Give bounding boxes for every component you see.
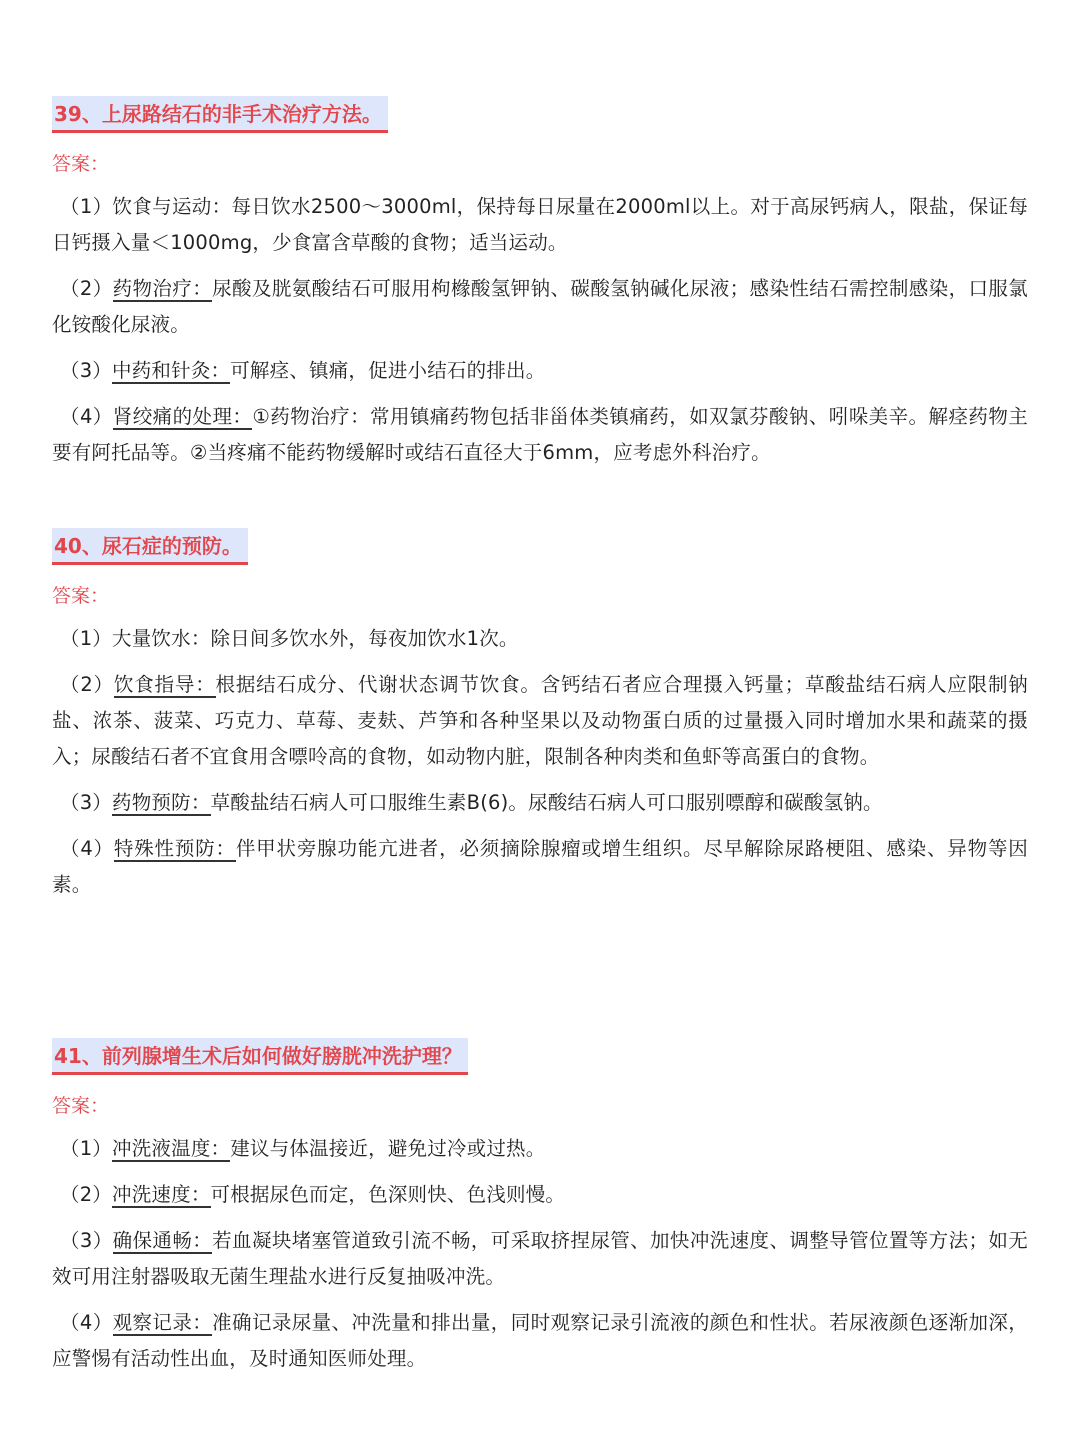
item-keyword: 肾绞痛的处理：: [112, 405, 253, 428]
item-keyword: 冲洗液温度：: [112, 1137, 231, 1160]
item-keyword: 特殊性预防：: [113, 837, 236, 860]
item-text: 大量饮水：除日间多饮水外，每夜加饮水1次。: [112, 627, 519, 650]
item-number: （3）: [60, 791, 113, 814]
answer-item: [52, 831, 1028, 903]
item-number: （1）: [60, 1137, 113, 1160]
item-number: （3）: [60, 359, 113, 382]
answer-item: [52, 353, 1028, 389]
item-text: 草酸盐结石病人可口服维生素B(6)。尿酸结石病人可口服别嘌醇和碳酸氢钠。: [210, 791, 883, 814]
answer-item: [52, 1305, 1028, 1377]
answer-item: [52, 189, 1028, 261]
answer-item: [52, 1177, 1028, 1213]
answer-item: [52, 1131, 1028, 1167]
item-text: 饮食与运动：每日饮水2500～3000ml，保持每日尿量在2000ml以上。对于高尿钙病人，限盐，保证每日钙摄入量＜1000mg，少食富含草酸的食物；适当运动。: [52, 195, 1028, 254]
question-section-39: [52, 96, 1028, 471]
item-text: 尿酸及胱氨酸结石可服用枸橼酸氢钾钠、碳酸氢钠碱化尿液；感染性结石需控制感染，口服氯化铵酸化尿液。: [52, 277, 1028, 336]
item-number: （3）: [60, 1229, 113, 1252]
item-keyword: 药物预防：: [112, 791, 211, 814]
item-text: 建议与体温接近，避免过冷或过热。: [230, 1137, 546, 1160]
item-keyword: 中药和针灸：: [112, 359, 231, 382]
answer-item: [52, 667, 1028, 775]
item-number: （4）: [60, 837, 114, 860]
answer-label: 答案：: [52, 585, 110, 607]
item-number: （1）: [60, 627, 113, 650]
item-text: 若血凝块堵塞管道致引流不畅，可采取挤捏尿管、加快冲洗速度、调整导管位置等方法；如无效可用注射器吸取无菌生理盐水进行反复抽吸冲洗。: [52, 1229, 1028, 1288]
question-title: 39、上尿路结石的非手术治疗方法。: [52, 96, 388, 133]
answer-item: [52, 621, 1028, 657]
answer-item: [52, 399, 1028, 471]
answer-item: [52, 271, 1028, 343]
item-number: （2）: [60, 673, 114, 696]
item-number: （4）: [60, 405, 113, 428]
item-number: （2）: [60, 1183, 113, 1206]
item-keyword: 药物治疗：: [112, 277, 213, 300]
item-text: ①药物治疗：常用镇痛药物包括非甾体类镇痛药，如双氯芬酸钠、吲哚美辛。解痉药物主要有阿托品等。②当疼痛不能药物缓解时或结石直径大于6mm，应考虑外科治疗。: [52, 405, 1028, 464]
item-keyword: 冲洗速度：: [112, 1183, 211, 1206]
item-text: 可解痉、镇痛，促进小结石的排出。: [230, 359, 546, 382]
answer-label: 答案：: [52, 153, 110, 175]
question-section-40: [52, 528, 1028, 903]
item-text: 伴甲状旁腺功能亢进者，必须摘除腺瘤或增生组织。尽早解除尿路梗阻、感染、异物等因素。: [52, 837, 1028, 896]
item-keyword: 饮食指导：: [113, 673, 216, 696]
item-text: 可根据尿色而定，色深则快、色浅则慢。: [210, 1183, 566, 1206]
answer-item: [52, 1223, 1028, 1295]
item-keyword: 观察记录：: [112, 1311, 213, 1334]
item-text: 根据结石成分、代谢状态调节饮食。含钙结石者应合理摄入钙量；草酸盐结石病人应限制钠盐、浓茶、菠菜、巧克力、草莓、麦麸、芦笋和各种坚果以及动物蛋白质的过量摄入同时增加水果和蔬菜的摄入；尿酸结石者不宜食用含嘌呤高的食物，如动物内脏，限制各种肉类和鱼虾等高蛋白的食物。: [52, 673, 1028, 768]
answer-label: 答案：: [52, 1095, 110, 1117]
question-title: 41、前列腺增生术后如何做好膀胱冲洗护理？: [52, 1038, 468, 1075]
item-text: 准确记录尿量、冲洗量和排出量，同时观察记录引流液的颜色和性状。若尿液颜色逐渐加深，应警惕有活动性出血，及时通知医师处理。: [52, 1311, 1028, 1370]
answer-item: [52, 785, 1028, 821]
item-number: （2）: [60, 277, 113, 300]
item-keyword: 确保通畅：: [112, 1229, 213, 1252]
question-title: 40、尿石症的预防。: [52, 528, 248, 565]
item-number: （1）: [60, 195, 113, 218]
question-section-41: [52, 1038, 1028, 1377]
item-number: （4）: [60, 1311, 113, 1334]
